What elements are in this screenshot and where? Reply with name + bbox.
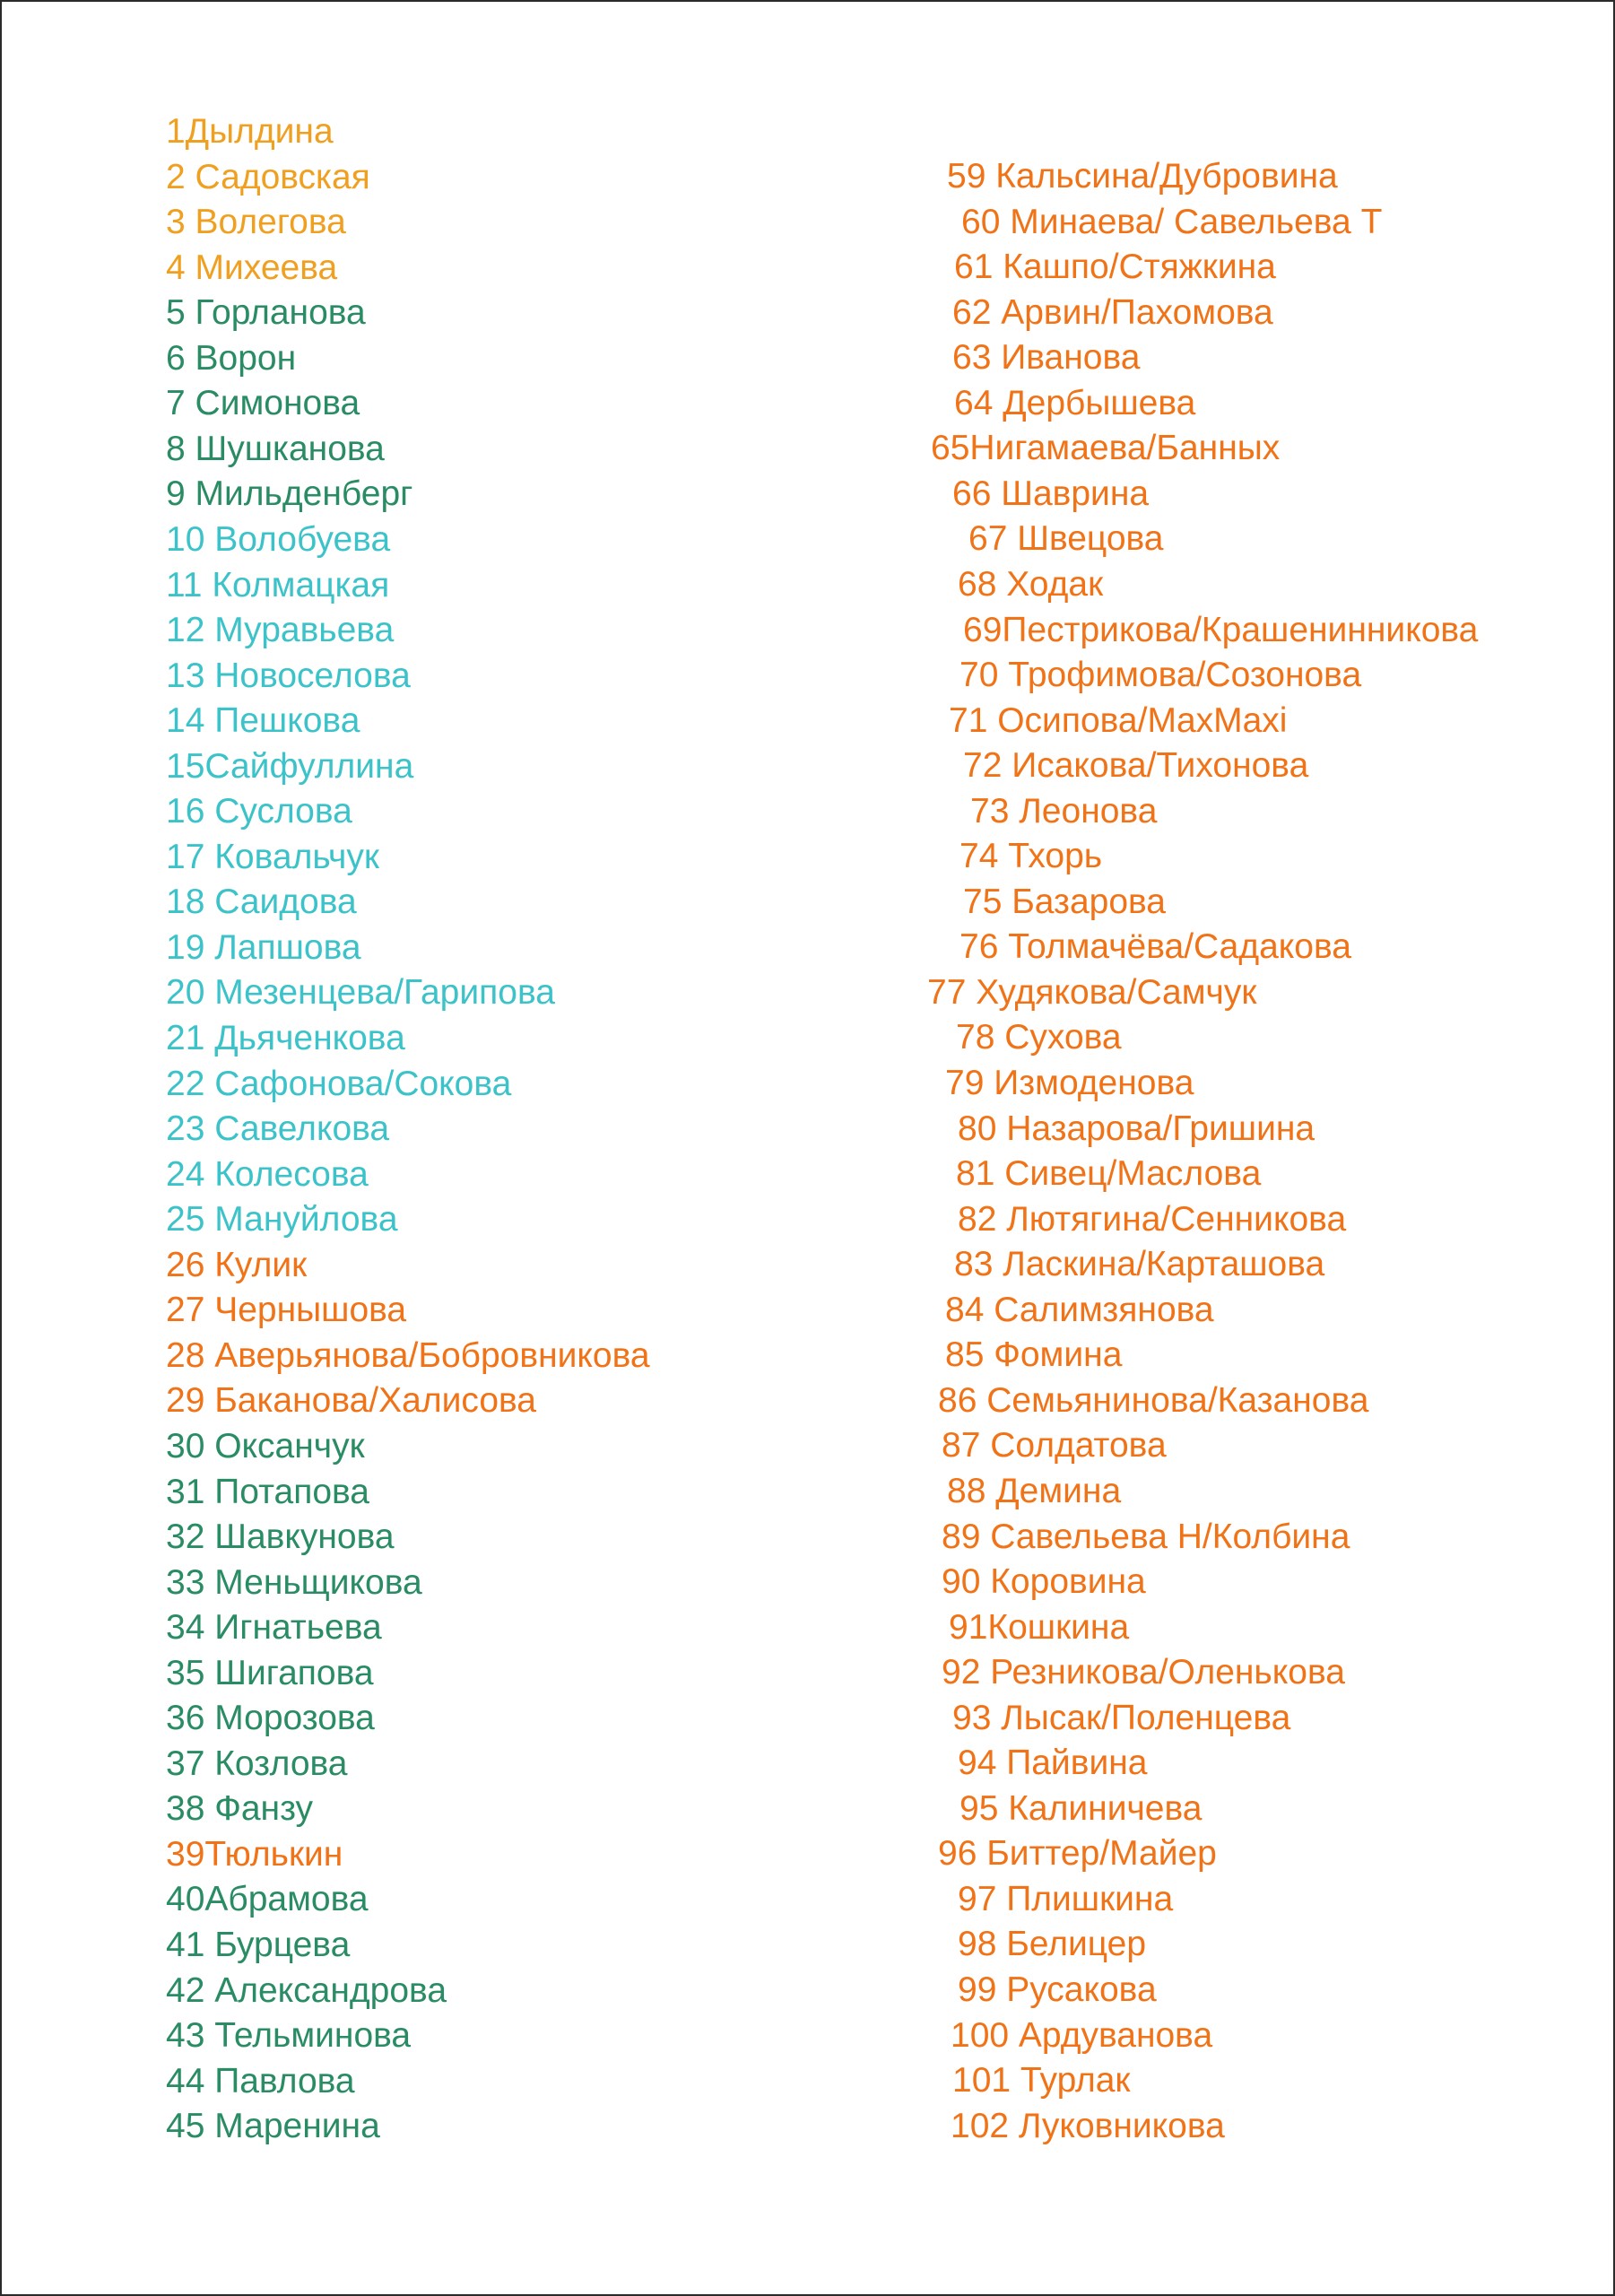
left-entry: 14 Пешкова xyxy=(166,701,360,741)
left-entry: 28 Аверьянова/Бобровникова xyxy=(166,1335,650,1375)
right-entry: 100 Ардуванова xyxy=(951,2015,1213,2055)
left-entry: 42 Александрова xyxy=(166,1970,447,2010)
left-entry: 43 Тельминова xyxy=(166,2016,412,2056)
left-entry: 41 Бурцева xyxy=(166,1926,351,1964)
left-entry: 32 Шавкунова xyxy=(166,1518,395,1557)
right-entry: 89 Савельева Н/Колбина xyxy=(942,1517,1350,1556)
right-entry: 98 Белицер xyxy=(958,1925,1147,1964)
left-entry: 16 Суслова xyxy=(166,792,352,831)
right-entry: 92 Резникова/Оленькова xyxy=(942,1653,1345,1692)
right-entry: 75 Базарова xyxy=(963,882,1166,921)
right-entry: 60 Минаева/ Савельева Т xyxy=(961,202,1383,241)
right-entry: 96 Биттер/Майер xyxy=(938,1834,1217,1874)
right-entry: 87 Солдатова xyxy=(942,1426,1167,1465)
left-entry: 5 Горланова xyxy=(166,293,366,333)
right-entry: 78 Сухова xyxy=(956,1018,1122,1057)
left-entry: 23 Савелкова xyxy=(166,1109,390,1149)
left-entry: 11 Колмацкая xyxy=(166,565,390,604)
right-entry: 91Кошкина xyxy=(949,1607,1130,1647)
left-entry: 44 Павлова xyxy=(166,2061,355,2100)
right-entry: 68 Ходак xyxy=(958,564,1104,604)
left-entry: 40Абрамова xyxy=(166,1880,369,1919)
left-entry: 3 Волегова xyxy=(166,203,346,242)
right-entry: 69Пестрикова/Крашенинникова xyxy=(963,610,1479,649)
left-entry: 7 Симонова xyxy=(166,384,360,423)
right-entry: 88 Демина xyxy=(947,1471,1122,1510)
left-entry: 20 Мезенцева/Гарипова xyxy=(166,973,555,1013)
right-entry: 79 Измоденова xyxy=(945,1064,1194,1102)
right-entry: 61 Кашпо/Стяжкина xyxy=(954,248,1276,287)
right-entry: 84 Салимзянова xyxy=(945,1290,1214,1329)
left-entry: 10 Волобуева xyxy=(166,519,391,559)
right-entry: 80 Назарова/Гришина xyxy=(958,1109,1315,1148)
right-entry: 81 Сивец/Маслова xyxy=(956,1154,1262,1194)
left-entry: 8 Шушканова xyxy=(166,429,385,468)
left-entry: 21 Дьяченкова xyxy=(166,1019,405,1057)
right-entry: 101 Турлак xyxy=(952,2061,1131,2100)
left-entry: 22 Сафонова/Сокова xyxy=(166,1064,512,1103)
right-entry: 62 Арвин/Пахомова xyxy=(952,292,1273,332)
right-entry: 85 Фомина xyxy=(945,1335,1123,1375)
left-entry: 25 Мануйлова xyxy=(166,1200,398,1239)
right-entry: 99 Русакова xyxy=(958,1970,1157,2009)
right-entry: 95 Калиничева xyxy=(959,1788,1203,1828)
left-entry: 6 Ворон xyxy=(166,338,297,378)
left-entry: 36 Морозова xyxy=(166,1699,375,1738)
right-entry: 74 Тхорь xyxy=(959,837,1103,876)
right-entry: 97 Плишкина xyxy=(958,1879,1174,1918)
right-entry: 71 Осипова/MaxMaxi xyxy=(949,700,1288,740)
left-entry: 35 Шигапова xyxy=(166,1653,374,1692)
left-entry: 33 Меньщикова xyxy=(166,1562,422,1602)
right-entry: 63 Иванова xyxy=(952,338,1141,378)
right-entry: 59 Кальсина/Дубровина xyxy=(947,157,1338,196)
left-entry: 4 Михеева xyxy=(166,248,338,287)
left-entry: 31 Потапова xyxy=(166,1472,369,1511)
left-entry: 24 Колесова xyxy=(166,1154,369,1194)
left-entry: 9 Мильденберг xyxy=(166,474,413,514)
left-entry: 17 Ковальчук xyxy=(166,837,379,876)
right-entry: 90 Коровина xyxy=(942,1562,1146,1602)
right-entry: 70 Трофимова/Созонова xyxy=(959,656,1362,695)
left-entry: 19 Лапшова xyxy=(166,927,361,967)
left-entry: 45 Маренина xyxy=(166,2107,380,2146)
right-entry: 86 Семьянинова/Казанова xyxy=(938,1380,1369,1420)
left-entry: 2 Садовская xyxy=(166,157,370,196)
right-entry: 67 Швецова xyxy=(968,519,1164,559)
right-entry: 72 Исакова/Тихонова xyxy=(963,746,1309,786)
right-entry: 82 Лютягина/Сенникова xyxy=(958,1199,1347,1239)
right-entry: 102 Луковникова xyxy=(951,2106,1225,2145)
left-entry: 39Тюлькин xyxy=(166,1834,343,1874)
right-entry: 93 Лысак/Поленцева xyxy=(952,1698,1291,1737)
right-entry: 66 Шаврина xyxy=(952,474,1150,513)
right-entry: 77 Худякова/Самчук xyxy=(927,972,1257,1012)
left-entry: 37 Козлова xyxy=(166,1744,348,1783)
right-entry: 76 Толмачёва/Садакова xyxy=(959,927,1351,967)
right-entry: 64 Дербышева xyxy=(954,383,1196,422)
right-entry: 73 Леонова xyxy=(970,791,1158,831)
left-entry: 15Сайфуллина xyxy=(166,746,414,786)
left-entry: 26 Кулик xyxy=(166,1245,308,1284)
right-entry: 94 Пайвина xyxy=(958,1744,1148,1783)
left-entry: 30 Оксанчук xyxy=(166,1426,365,1465)
left-entry: 38 Фанзу xyxy=(166,1789,314,1829)
left-entry: 1Дылдина xyxy=(166,112,334,151)
left-entry: 18 Саидова xyxy=(166,883,357,922)
left-entry: 34 Игнатьева xyxy=(166,1608,382,1648)
right-entry: 65Нигамаева/Банных xyxy=(931,429,1281,468)
left-entry: 29 Баканова/Халисова xyxy=(166,1381,536,1421)
left-entry: 27 Чернышова xyxy=(166,1291,407,1330)
left-entry: 12 Муравьева xyxy=(166,611,395,650)
right-entry: 83 Ласкина/Карташова xyxy=(954,1245,1325,1284)
left-entry: 13 Новоселова xyxy=(166,656,411,695)
